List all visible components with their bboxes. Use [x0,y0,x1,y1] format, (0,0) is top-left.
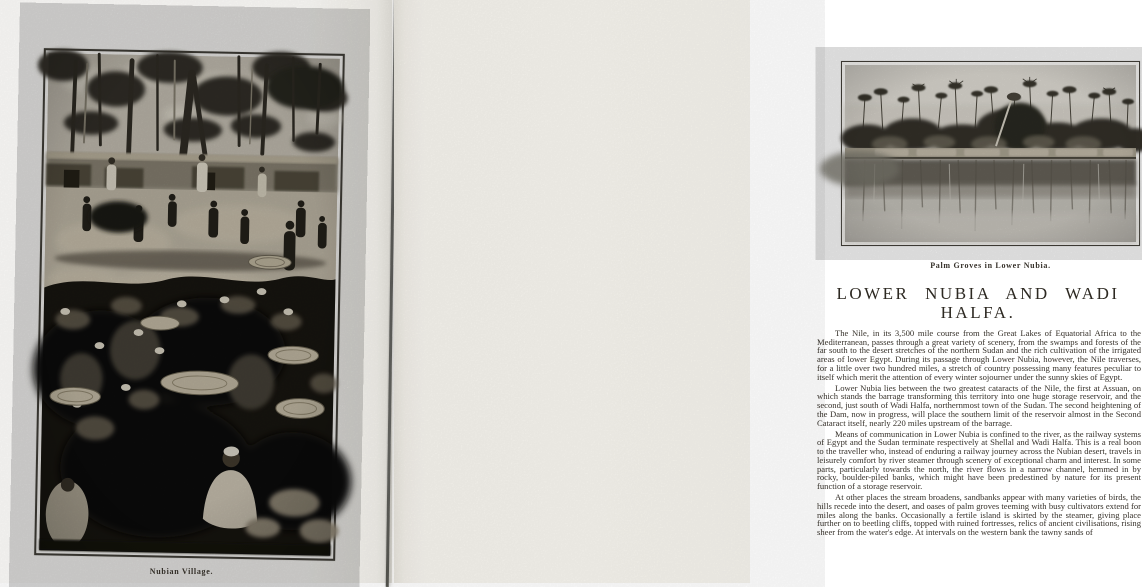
paragraph-4: At other places the stream broadens, sandbanks appear with many varieties of birds, the hills recede into the desert, and oases of palm groves teeming with busy cultivators extend for miles along the banks. Occasionally a fertile island is skirted by the steamer, giving place further on to beetling cliffs, topped with ruined fortresses, relics of ancient civilisations, rising sheer from the water's edge. At intervals on the western bank the tawny sands of [817,492,1141,537]
right-page [394,0,1141,583]
chapter-body [817,329,1141,537]
chapter-title-line-2: HALFA. [940,302,1016,322]
right-photo-caption: Palm Groves in Lower Nubia. [930,261,1051,270]
palm-groves-photo [841,61,1140,246]
nubian-village-photo [34,48,345,561]
paragraph-3: Means of communication in Lower Nubia is confined to the river, as the railway systems of Egypt and the Sudan terminate respectively at Shellal and Wadi Halfa. This is a real boon to the traveller who, instead of enduring a railway journey across the Nubian desert, travels in leisurely comfort by river steamer through scenery of exceptional charm and interest. In some parts, particularly towards the north, the river flows in a narrow channel, hemmed in by rocky, boulder-piled banks, which might have been predestined by nature for its present function of a storage reservoir. [817,428,1141,491]
nubian-village-photo-illustration [39,53,339,555]
palm-groves-photo-illustration [845,65,1136,242]
chapter-title-line-1: LOWER NUBIA AND WADI [836,284,1120,303]
paragraph-1: The Nile, in its 3,500 mile course from the Great Lakes of Equatorial Africa to the Mediterranean, passes through a great variety of scenery, from the swamps and forests of the far south to the desert stretches of the northern Sudan and the rich cultivation of the irrigated areas of lower Egypt. During its passage through Lower Nubia, however, the Nile traverses, for a little over two hundred miles, a stretch of country possessing many features peculiar to itself which merit the attention of every winter sojourner under the sunny skies of Egypt. [817,328,1141,382]
chapter-title [814,285,1142,322]
left-photo-caption: Nubian Village. [149,567,214,576]
left-page [0,0,392,583]
paragraph-2: Lower Nubia lies between the two greatest cataracts of the Nile, the first at Assuan, on which stands the barrage transforming this territory into one huge storage reservoir, and the second, just south of Wadi Halfa, northernmost town of the Sudan. The second heightening of the Dam, now in progress, will place the southern limit of the reservoir almost in the Second Cataract itself, nearly 220 miles upstream of the barrage. [817,382,1141,428]
